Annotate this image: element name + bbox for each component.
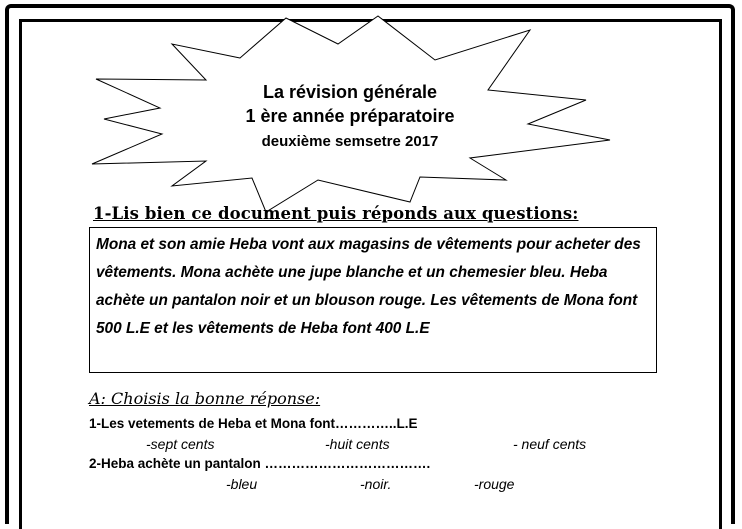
question-2: 2-Heba achète un pantalon ………………………………. xyxy=(89,456,431,471)
grade-level: 1 ère année préparatoire xyxy=(245,106,455,126)
question-2-option-3[interactable]: -rouge xyxy=(474,476,515,492)
section-1-heading: 1-Lis bien ce document puis réponds aux questions: xyxy=(93,204,579,223)
question-1-option-1[interactable]: -sept cents xyxy=(146,436,215,452)
question-2-option-2[interactable]: -noir. xyxy=(360,476,392,492)
question-1: 1-Les vetements de Heba et Mona font…………..L.E xyxy=(89,416,418,431)
question-1-option-3[interactable]: - neuf cents xyxy=(513,436,587,452)
question-1-option-2[interactable]: -huit cents xyxy=(325,436,390,452)
part-a-heading: A: Choisis la bonne réponse: xyxy=(89,389,321,408)
document-title: La révision générale xyxy=(262,82,438,102)
question-2-option-1[interactable]: -bleu xyxy=(226,476,258,492)
semester-label: deuxième semsetre 2017 xyxy=(261,133,439,150)
reading-passage: Mona et son amie Heba vont aux magasins de vêtements pour acheter des vêtements. Mona achète une jupe blanche et un chemesier bleu. Heba achète un pantalon noir et un blouson rouge. Les vêtements de Mona font 500 L.E et les vêtements de Heba font 400 L.E xyxy=(89,227,657,373)
